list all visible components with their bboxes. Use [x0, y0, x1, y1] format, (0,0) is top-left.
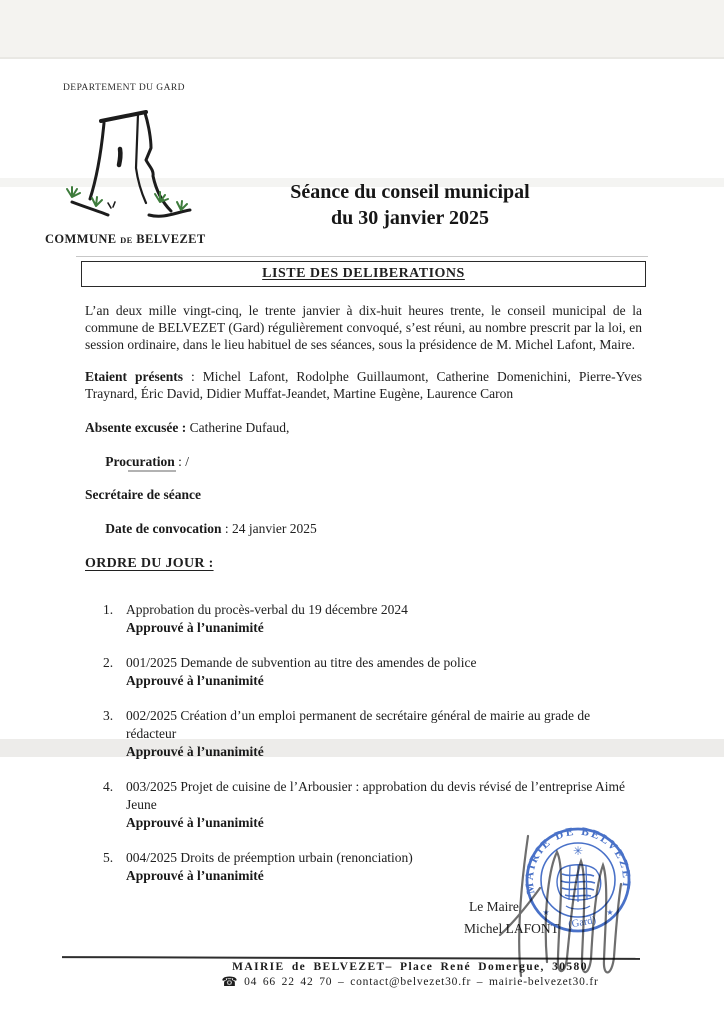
title-line-2: du 30 janvier 2025 [331, 207, 489, 229]
stamp-ornament-icon: ✳ [572, 844, 584, 858]
signer-role: Le Maire [469, 899, 519, 914]
handwritten-signature-icon [485, 818, 645, 983]
footer-contact-text: 04 66 22 42 70 – contact@belvezet30.fr – mairie-belvezet30.fr [244, 976, 599, 988]
agenda-item-2 [103, 654, 642, 690]
item-text: Approbation du procès-verbal du 19 décembre 2024 [126, 602, 408, 617]
department-label: DEPARTEMENT DU GARD [63, 83, 185, 93]
item-number: 4. [103, 779, 114, 794]
deliberations-banner-label: LISTE DES DELIBERATIONS [262, 266, 465, 281]
item-result: Approuvé à l’unanimité [126, 620, 264, 635]
page-title [228, 179, 592, 231]
stamp-arc-text: MAIRIE DE BELVEZET [523, 825, 633, 895]
scan-line-artifact [76, 256, 648, 257]
stamp-bottom-text: (Gard) [567, 914, 597, 931]
convocation-label: Date de convocation [105, 521, 222, 536]
convocation-date: : 24 janvier 2025 [221, 521, 317, 536]
item-number: 5. [103, 850, 114, 865]
absent-name: Catherine Dufaud, [186, 420, 290, 435]
procuration-label: Procuration [105, 454, 175, 469]
item-result: Approuvé à l’unanimité [126, 868, 264, 883]
signer-name: Michel LAFONT [464, 921, 559, 936]
agenda-heading: ORDRE DU JOUR : [85, 556, 214, 571]
present-label: Etaient présents [85, 369, 183, 384]
footer-address: MAIRIE de BELVEZET– Place René Domergue, 30580 [232, 961, 588, 973]
procuration-value: : / [174, 454, 190, 469]
item-text: 002/2025 Création d’un emploi permanent de secrétaire général de mairie au grade de rédacteur [126, 708, 591, 741]
document-body [85, 297, 646, 902]
agenda-item-3 [103, 707, 642, 761]
phone-icon: ☎ [221, 974, 239, 989]
item-result: Approuvé à l’unanimité [126, 673, 264, 688]
secretary-label: Secrétaire de séance [85, 487, 201, 502]
deliberations-banner [81, 261, 646, 287]
agenda-item-1 [103, 601, 642, 637]
tower-sketch-icon [50, 98, 208, 230]
item-text: 001/2025 Demande de subvention au titre des amendes de police [126, 655, 477, 670]
present-names: : Michel Lafont, Rodolphe Guillaumont, Catherine Domenichini, Pierre-Yves Traynard, Éric David, Didier Muffat-Jeandet, Martine Eugène, Laurence Caron [85, 369, 646, 401]
item-number: 3. [103, 708, 114, 723]
stamp-star-right-icon: ★ [606, 908, 614, 917]
item-result: Approuvé à l’unanimité [126, 744, 264, 759]
scan-band-top [0, 0, 724, 59]
item-number: 2. [103, 655, 114, 670]
item-text: 003/2025 Projet de cuisine de l’Arbousier : approbation du devis révisé de l’entreprise Aimé Jeune [126, 779, 625, 812]
item-text: 004/2025 Droits de préemption urbain (renonciation) [126, 850, 413, 865]
intro-paragraph: L’an deux mille vingt-cinq, le trente janvier à dix-huit heures trente, le conseil municipal de la commune de BELVEZET (Gard) régulièrement convoqué, s’est réuni, au nombre prescrit par la loi, en session ordinaire, dans le lieu habituel de ses séances, sous la présidence de M. Michel Lafont, Maire. [85, 303, 642, 352]
absent-paragraph [85, 419, 642, 470]
stamp-star-left-icon: ★ [542, 908, 550, 917]
secretary-paragraph [85, 486, 642, 537]
item-number: 1. [103, 602, 114, 617]
present-paragraph [85, 368, 646, 402]
commune-label: COMMUNE DE BELVEZET [45, 232, 206, 246]
absent-label: Absente excusée : [85, 420, 187, 435]
title-line-1: Séance du conseil municipal [290, 181, 530, 203]
item-result: Approuvé à l’unanimité [126, 815, 264, 830]
